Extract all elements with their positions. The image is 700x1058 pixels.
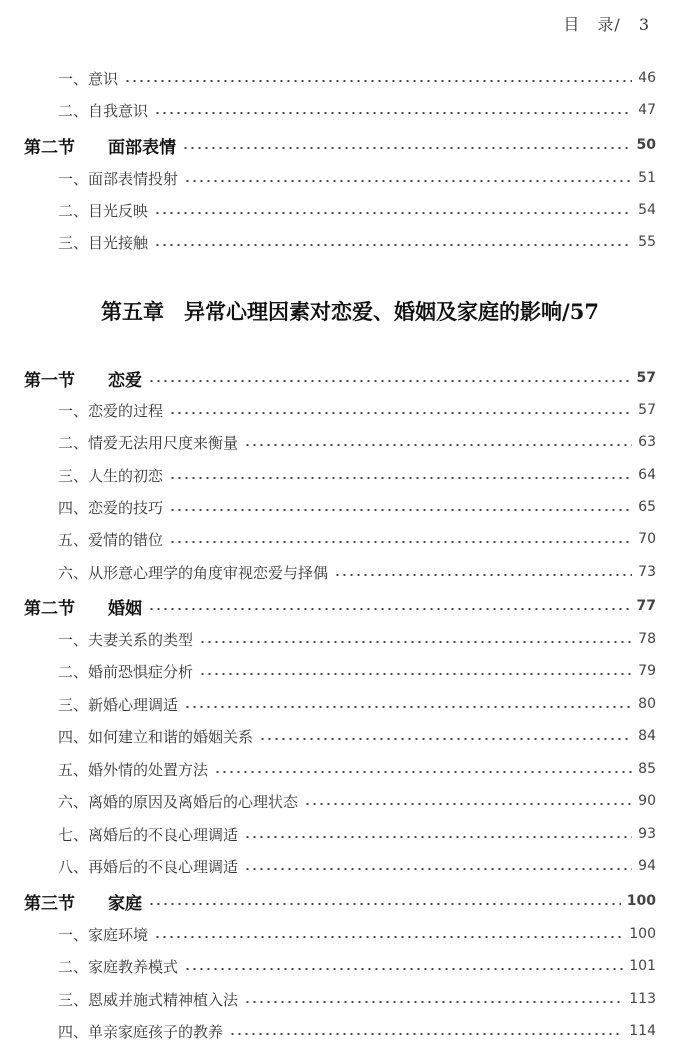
toc-entry[interactable] xyxy=(0,786,700,816)
toc-section[interactable] xyxy=(0,363,700,393)
toc-entry[interactable] xyxy=(0,427,700,457)
running-header xyxy=(563,12,650,35)
toc-entry[interactable] xyxy=(0,656,700,686)
toc-entry[interactable] xyxy=(0,754,700,784)
toc-entry[interactable] xyxy=(0,851,700,881)
toc-page-number: 70 xyxy=(638,531,656,547)
dot-leader xyxy=(169,509,632,511)
dot-leader xyxy=(334,574,632,576)
toc-entry-label: 三、目光接触 xyxy=(58,233,149,252)
toc-entry-label: 五、婚外情的处置方法 xyxy=(58,760,209,779)
dot-leader xyxy=(169,477,632,479)
toc-section[interactable] xyxy=(0,886,700,916)
dot-leader xyxy=(154,112,632,114)
toc-entry[interactable] xyxy=(0,721,700,751)
toc-page-number: 46 xyxy=(638,70,656,86)
toc-entry[interactable] xyxy=(0,524,700,554)
dot-leader xyxy=(148,380,631,382)
toc-entry[interactable] xyxy=(0,984,700,1014)
toc-entry-label: 七、离婚后的不良心理调适 xyxy=(58,825,239,844)
dot-leader xyxy=(182,147,631,149)
toc-entry-label: 二、目光反映 xyxy=(58,201,149,220)
dot-leader xyxy=(214,771,632,773)
toc-page-number: 114 xyxy=(629,1023,656,1039)
dot-leader xyxy=(154,244,632,246)
dot-leader xyxy=(154,212,632,214)
chapter-number: 第五章 xyxy=(101,299,165,324)
toc-page-number: 57 xyxy=(636,370,656,386)
toc-page-number: 79 xyxy=(638,663,656,679)
dot-leader xyxy=(244,836,632,838)
section-number: 第一节 xyxy=(24,370,75,391)
section-title: 面部表情 xyxy=(108,137,176,158)
toc-entry[interactable] xyxy=(0,951,700,981)
header-slash: / xyxy=(614,15,621,34)
toc-entry-label: 六、从形意心理学的角度审视恋爱与择偶 xyxy=(58,563,329,582)
dot-leader xyxy=(304,803,632,805)
toc-page-number: 54 xyxy=(638,202,656,218)
section-title: 婚姻 xyxy=(108,598,142,619)
toc-page-number: 80 xyxy=(638,696,656,712)
toc-entry-label: 三、人生的初恋 xyxy=(58,466,164,485)
toc-page-number: 51 xyxy=(638,170,656,186)
toc-entry[interactable] xyxy=(0,95,700,125)
dot-leader xyxy=(148,903,621,905)
dot-leader xyxy=(199,641,632,643)
toc-entry-label: 一、意识 xyxy=(58,69,119,88)
toc-page-number: 84 xyxy=(638,728,656,744)
toc-entry-label: 一、夫妻关系的类型 xyxy=(58,630,194,649)
toc-page-number: 100 xyxy=(626,893,656,909)
toc-section[interactable] xyxy=(0,591,700,621)
toc-entry[interactable] xyxy=(0,819,700,849)
dot-leader xyxy=(154,936,623,938)
dot-leader xyxy=(169,412,632,414)
toc-entry-label: 四、如何建立和谐的婚姻关系 xyxy=(58,727,254,746)
toc-page-number: 64 xyxy=(638,467,656,483)
toc-page-number: 47 xyxy=(638,102,656,118)
toc-page-number: 113 xyxy=(629,991,656,1007)
toc-page-number: 55 xyxy=(638,234,656,250)
toc-entry[interactable] xyxy=(0,624,700,654)
toc-entry[interactable] xyxy=(0,919,700,949)
toc-page-number: 63 xyxy=(638,434,656,450)
header-title: 目 录 xyxy=(563,15,615,34)
toc-entry-label: 二、家庭教养模式 xyxy=(58,957,179,976)
dot-leader xyxy=(244,868,632,870)
toc-page-number: 65 xyxy=(638,499,656,515)
toc-page-number: 93 xyxy=(638,826,656,842)
toc-entry-label: 三、新婚心理调适 xyxy=(58,695,179,714)
toc-page-number: 78 xyxy=(638,631,656,647)
toc-page-number: 94 xyxy=(638,858,656,874)
dot-leader xyxy=(184,180,632,182)
header-page-number: 3 xyxy=(638,15,650,34)
toc-page-number: 73 xyxy=(638,564,656,580)
toc-entry[interactable] xyxy=(0,689,700,719)
chapter-heading xyxy=(0,296,700,326)
dot-leader xyxy=(259,738,632,740)
dot-leader xyxy=(148,608,631,610)
toc-page-number: 101 xyxy=(629,958,656,974)
toc-entry-label: 二、婚前恐惧症分析 xyxy=(58,662,194,681)
chapter-title: 异常心理因素对恋爱、婚姻及家庭的影响/57 xyxy=(184,299,599,324)
dot-leader xyxy=(244,1001,623,1003)
dot-leader xyxy=(199,673,632,675)
toc-entry-label: 三、恩威并施式精神植入法 xyxy=(58,990,239,1009)
section-number: 第二节 xyxy=(24,137,75,158)
toc-entry-label: 二、自我意识 xyxy=(58,101,149,120)
toc-entry[interactable] xyxy=(0,1016,700,1046)
toc-page-number: 85 xyxy=(638,761,656,777)
toc-entry-label: 五、爱情的错位 xyxy=(58,530,164,549)
toc-page-number: 100 xyxy=(629,926,656,942)
toc-page-number: 90 xyxy=(638,793,656,809)
toc-entry[interactable] xyxy=(0,63,700,93)
dot-leader xyxy=(184,968,623,970)
toc-entry[interactable] xyxy=(0,227,700,257)
toc-entry-label: 六、离婚的原因及离婚后的心理状态 xyxy=(58,792,299,811)
toc-entry-label: 四、单亲家庭孩子的教养 xyxy=(58,1022,224,1041)
dot-leader xyxy=(184,706,632,708)
toc-entry[interactable] xyxy=(0,195,700,225)
toc-entry-label: 二、情爱无法用尺度来衡量 xyxy=(58,433,239,452)
toc-entry-label: 四、恋爱的技巧 xyxy=(58,498,164,517)
section-number: 第三节 xyxy=(24,893,75,914)
section-title: 家庭 xyxy=(108,893,142,914)
toc-entry[interactable] xyxy=(0,557,700,587)
toc-entry[interactable] xyxy=(0,492,700,522)
toc-entry-label: 一、家庭环境 xyxy=(58,925,149,944)
dot-leader xyxy=(169,541,632,543)
section-number: 第二节 xyxy=(24,598,75,619)
toc-entry[interactable] xyxy=(0,163,700,193)
toc-entry-label: 一、面部表情投射 xyxy=(58,169,179,188)
toc-entry-label: 八、再婚后的不良心理调适 xyxy=(58,857,239,876)
dot-leader xyxy=(124,80,632,82)
dot-leader xyxy=(244,444,632,446)
toc-entry[interactable] xyxy=(0,460,700,490)
toc-page-number: 77 xyxy=(636,598,656,614)
dot-leader xyxy=(229,1033,623,1035)
toc-entry-label: 一、恋爱的过程 xyxy=(58,401,164,420)
toc-entry[interactable] xyxy=(0,395,700,425)
toc-page-number: 57 xyxy=(638,402,656,418)
toc-section[interactable] xyxy=(0,130,700,160)
toc-page-number: 50 xyxy=(636,137,656,153)
section-title: 恋爱 xyxy=(108,370,142,391)
